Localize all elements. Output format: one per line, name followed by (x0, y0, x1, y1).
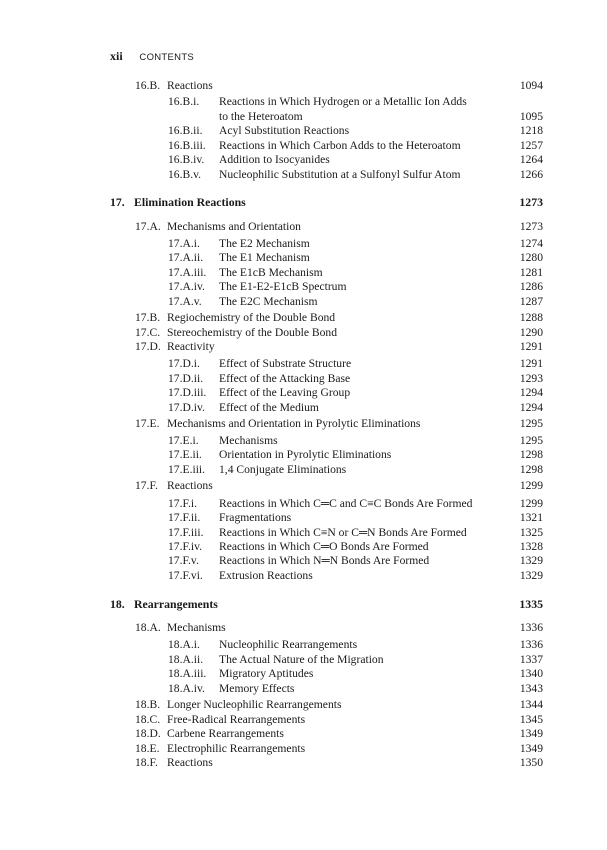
entry-title: Addition to Isocyanides (219, 153, 330, 166)
entry-page: 1218 (519, 124, 543, 137)
entry-page: 1349 (519, 727, 543, 740)
entry-title: Reactions in Which C≡N or C═N Bonds Are Formed (219, 526, 467, 539)
entry-title: Longer Nucleophilic Rearrangements (167, 698, 342, 711)
entry-title: Rearrangements (134, 597, 218, 611)
entry-title: Migratory Aptitudes (219, 667, 314, 680)
entry-title: Nucleophilic Substitution at a Sulfonyl Sulfur Atom (219, 168, 461, 181)
entry-page: 1329 (519, 554, 543, 567)
toc-entry (0, 510, 607, 525)
toc-entry (0, 152, 607, 167)
entry-title: Reactions in Which N═N Bonds Are Formed (219, 554, 430, 567)
entry-number: 18.F. (135, 756, 158, 769)
entry-title: to the Heteroatom (219, 110, 303, 123)
toc-entry (0, 525, 607, 540)
toc-entry (0, 109, 607, 124)
entry-page: 1293 (519, 372, 543, 385)
entry-number: 17.D.i. (168, 357, 200, 370)
toc-entry (0, 697, 607, 712)
entry-page: 1343 (519, 682, 543, 695)
entry-number: 18.A.iii. (168, 667, 207, 680)
entry-number: 17.F.v. (168, 554, 199, 567)
entry-number: 17.E.ii. (168, 448, 202, 461)
entry-page: 1325 (519, 526, 543, 539)
toc-entry (0, 462, 607, 477)
entry-number: 17.F. (135, 479, 158, 492)
entry-page: 1337 (519, 653, 543, 666)
toc-entry (0, 652, 607, 667)
running-title: CONTENTS (139, 52, 195, 63)
entry-number: 16.B.i. (168, 95, 200, 108)
entry-page: 1349 (519, 742, 543, 755)
entry-page: 1328 (519, 540, 543, 553)
entry-page: 1281 (519, 266, 543, 279)
entry-page: 1295 (519, 417, 543, 430)
entry-page: 1273 (519, 195, 543, 209)
entry-number: 17.F.ii. (168, 511, 201, 524)
entry-page: 1295 (519, 434, 543, 447)
entry-page: 1321 (519, 511, 543, 524)
entry-title: Extrusion Reactions (219, 569, 313, 582)
entry-page: 1095 (519, 110, 543, 123)
entry-number: 16.B.ii. (168, 124, 203, 137)
toc-entry (0, 681, 607, 696)
entry-page: 1298 (519, 448, 543, 461)
entry-title: Effect of Substrate Structure (219, 357, 352, 370)
entry-page: 1299 (519, 479, 543, 492)
toc-chapter-entry (0, 195, 607, 210)
page-number: xii (110, 49, 123, 63)
entry-title: Effect of the Attacking Base (219, 372, 351, 385)
entry-page: 1274 (519, 237, 543, 250)
entry-title: Orientation in Pyrolytic Eliminations (219, 448, 392, 461)
entry-number: 17.A.iv. (168, 280, 205, 293)
entry-number: 17.F.vi. (168, 569, 203, 582)
entry-page: 1294 (519, 386, 543, 399)
entry-number: 17.B. (135, 311, 161, 324)
entry-page: 1350 (519, 756, 543, 769)
toc-chapter-entry (0, 597, 607, 612)
entry-number: 16.B.iii. (168, 139, 206, 152)
entry-page: 1257 (519, 139, 543, 152)
entry-title: Mechanisms and Orientation (167, 220, 301, 233)
entry-title: Carbene Rearrangements (167, 727, 284, 740)
entry-number: 17.D. (135, 340, 161, 353)
entry-number: 18.A. (135, 621, 161, 634)
toc-entry (0, 339, 607, 354)
toc-entry (0, 666, 607, 681)
entry-number: 18. (110, 597, 125, 611)
entry-page: 1287 (519, 295, 543, 308)
toc-entry (0, 478, 607, 493)
entry-number: 18.A.ii. (168, 653, 204, 666)
entry-number: 17.D.ii. (168, 372, 204, 385)
entry-page: 1329 (519, 569, 543, 582)
toc-entry (0, 250, 607, 265)
entry-page: 1291 (519, 357, 543, 370)
entry-number: 16.B.iv. (168, 153, 205, 166)
toc-entry (0, 416, 607, 431)
entry-title: Mechanisms (219, 434, 278, 447)
entry-page: 1280 (519, 251, 543, 264)
entry-page: 1291 (519, 340, 543, 353)
entry-title: 1,4 Conjugate Eliminations (219, 463, 347, 476)
entry-title: Fragmentations (219, 511, 292, 524)
entry-title: Effect of the Medium (219, 401, 319, 414)
entry-title: Effect of the Leaving Group (219, 386, 351, 399)
entry-page: 1266 (519, 168, 543, 181)
entry-title: Reactivity (167, 340, 215, 353)
toc-entry (0, 741, 607, 756)
toc-entry (0, 371, 607, 386)
entry-number: 18.B. (135, 698, 161, 711)
entry-page: 1290 (519, 326, 543, 339)
toc-entry (0, 94, 607, 109)
entry-number: 17.C. (135, 326, 161, 339)
entry-number: 17.E. (135, 417, 160, 430)
entry-page: 1264 (519, 153, 543, 166)
entry-page: 1345 (519, 713, 543, 726)
toc-entry (0, 219, 607, 234)
entry-title: Reactions in Which C═O Bonds Are Formed (219, 540, 429, 553)
entry-page: 1286 (519, 280, 543, 293)
entry-number: 17.F.i. (168, 497, 198, 510)
entry-number: 16.B.v. (168, 168, 202, 181)
toc-entry (0, 433, 607, 448)
entry-page: 1336 (519, 638, 543, 651)
entry-page: 1335 (519, 597, 543, 611)
entry-number: 17.A.i. (168, 237, 200, 250)
toc-entry (0, 78, 607, 93)
entry-title: The E1cB Mechanism (219, 266, 323, 279)
entry-title: Reactions in Which Carbon Adds to the Heteroatom (219, 139, 461, 152)
entry-number: 17.A. (135, 220, 161, 233)
entry-number: 17.D.iv. (168, 401, 205, 414)
entry-number: 17.A.v. (168, 295, 202, 308)
entry-title: The Actual Nature of the Migration (219, 653, 384, 666)
toc-entry (0, 568, 607, 583)
entry-number: 18.A.i. (168, 638, 200, 651)
toc-entry (0, 755, 607, 770)
entry-title: Electrophilic Rearrangements (167, 742, 306, 755)
entry-number: 17.E.iii. (168, 463, 206, 476)
entry-page: 1336 (519, 621, 543, 634)
toc-entry (0, 310, 607, 325)
entry-title: Regiochemistry of the Double Bond (167, 311, 336, 324)
entry-page: 1294 (519, 401, 543, 414)
entry-title: Reactions in Which Hydrogen or a Metallic Ion Adds (219, 95, 467, 108)
entry-title: Reactions (167, 79, 213, 92)
entry-page: 1298 (519, 463, 543, 476)
entry-title: The E2 Mechanism (219, 237, 310, 250)
toc-entry (0, 620, 607, 635)
entry-number: 17. (110, 195, 125, 209)
entry-title: Reactions (167, 756, 213, 769)
entry-number: 18.E. (135, 742, 160, 755)
entry-page: 1094 (519, 79, 543, 92)
toc-entry (0, 385, 607, 400)
toc-entry (0, 356, 607, 371)
entry-number: 17.E.i. (168, 434, 199, 447)
toc-entry (0, 712, 607, 727)
entry-number: 16.B. (135, 79, 161, 92)
entry-title: Elimination Reactions (134, 195, 246, 209)
entry-title: Reactions (167, 479, 213, 492)
entry-title: Mechanisms (167, 621, 226, 634)
toc-entry (0, 236, 607, 251)
entry-title: Stereochemistry of the Double Bond (167, 326, 338, 339)
entry-title: The E1-E2-E1cB Spectrum (219, 280, 347, 293)
entry-number: 18.D. (135, 727, 161, 740)
toc-entry (0, 496, 607, 511)
toc-entry (0, 553, 607, 568)
toc-entry (0, 400, 607, 415)
entry-page: 1273 (519, 220, 543, 233)
entry-title: Reactions in Which C═C and C≡C Bonds Are Formed (219, 497, 473, 510)
entry-number: 18.A.iv. (168, 682, 205, 695)
entry-title: Memory Effects (219, 682, 295, 695)
entry-number: 17.F.iv. (168, 540, 203, 553)
entry-number: 17.A.ii. (168, 251, 204, 264)
toc-entry (0, 637, 607, 652)
entry-number: 17.A.iii. (168, 266, 207, 279)
toc-entry (0, 265, 607, 280)
toc-entry (0, 294, 607, 309)
entry-title: The E1 Mechanism (219, 251, 310, 264)
entry-title: Acyl Substitution Reactions (219, 124, 350, 137)
entry-title: Nucleophilic Rearrangements (219, 638, 358, 651)
toc-entry (0, 167, 607, 182)
entry-title: The E2C Mechanism (219, 295, 318, 308)
toc-entry (0, 325, 607, 340)
entry-number: 18.C. (135, 713, 161, 726)
toc-entry (0, 138, 607, 153)
entry-title: Free-Radical Rearrangements (167, 713, 306, 726)
entry-number: 17.D.iii. (168, 386, 207, 399)
entry-title: Mechanisms and Orientation in Pyrolytic Eliminations (167, 417, 421, 430)
entry-page: 1288 (519, 311, 543, 324)
entry-page: 1340 (519, 667, 543, 680)
toc-entry (0, 726, 607, 741)
toc-entry (0, 279, 607, 294)
toc-entry (0, 447, 607, 462)
entry-number: 17.F.iii. (168, 526, 204, 539)
toc-entry (0, 539, 607, 554)
entry-page: 1344 (519, 698, 543, 711)
toc-entry (0, 123, 607, 138)
entry-page: 1299 (519, 497, 543, 510)
